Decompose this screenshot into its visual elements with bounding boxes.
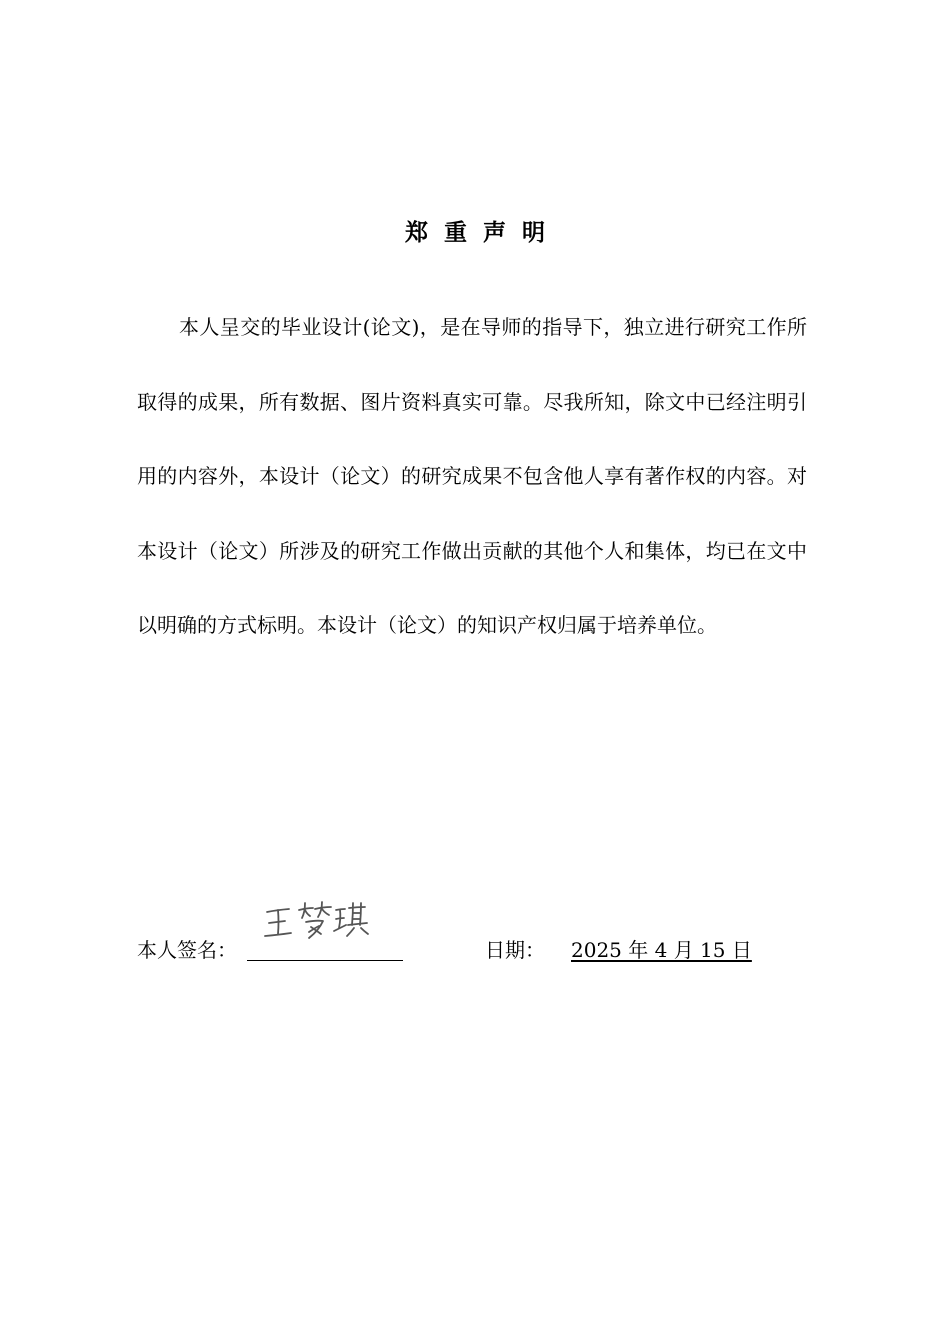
date-label: 日期： [485, 938, 545, 962]
handwritten-signature [261, 898, 371, 948]
declaration-paragraph: 本人呈交的毕业设计(论文)，是在导师的指导下，独立进行研究工作所取得的成果，所有数据、图片资料真实可靠。尽我所知，除文中已经注明引用的内容外，本设计（论文）的研究成果不包含他人享有著作权的内容。对本设计（论文）所涉及的研究工作做出贡献的其他个人和集体，均已在文中以明确的方式标明。本设计（论文）的知识产权归属于培养单位。 [137, 315, 807, 637]
date-value: 2025 年 4 月 15 日 [571, 938, 752, 962]
signature-label: 本人签名： [137, 938, 237, 962]
signature-underline [247, 960, 403, 961]
page-title: 郑重声明 [405, 220, 561, 246]
signature-row [137, 934, 837, 966]
